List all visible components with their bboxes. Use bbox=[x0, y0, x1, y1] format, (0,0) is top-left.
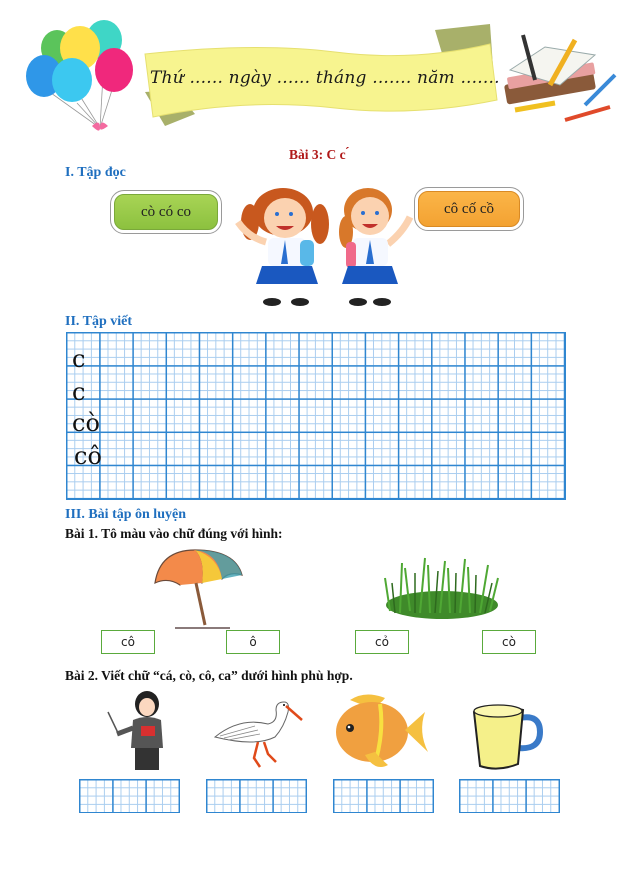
reading-tag-2-text: cô cố cồ bbox=[418, 191, 520, 227]
writing-sample-1: c bbox=[72, 345, 86, 373]
books-pencils-icon bbox=[485, 25, 620, 125]
answer-grid-stork[interactable] bbox=[206, 779, 307, 813]
lesson-title: Bài 3: C c ́ bbox=[289, 147, 349, 162]
writing-sample-3: cò bbox=[72, 409, 100, 437]
exercise-1-title: Bài 1. Tô màu vào chữ đúng với hình: bbox=[65, 526, 283, 541]
answer-grid-mug[interactable] bbox=[459, 779, 560, 813]
grass-icon bbox=[380, 553, 505, 621]
balloons-icon bbox=[22, 18, 140, 148]
reading-tag-2 bbox=[414, 187, 524, 231]
umbrella-icon bbox=[150, 545, 245, 630]
section-exercises-title: III. Bài tập ôn luyện bbox=[65, 507, 186, 522]
answer-grid-teacher[interactable] bbox=[79, 779, 180, 813]
writing-grid[interactable] bbox=[66, 332, 566, 500]
answer-grid-fish[interactable] bbox=[333, 779, 434, 813]
schoolgirls-icon bbox=[228, 182, 418, 310]
writing-sample-2: c bbox=[72, 378, 86, 406]
section-reading-title: I. Tập đọc bbox=[65, 165, 126, 180]
option-co-grave[interactable]: cò bbox=[482, 630, 536, 654]
option-co-hook[interactable]: cỏ bbox=[355, 630, 409, 654]
option-o[interactable]: ô bbox=[226, 630, 280, 654]
writing-sample-4: cô bbox=[74, 442, 102, 470]
reading-tag-1 bbox=[110, 190, 222, 234]
exercise-2-title: Bài 2. Viết chữ “cá, cò, cô, ca” dưới hình phù hợp. bbox=[65, 668, 353, 683]
teacher-icon bbox=[105, 690, 170, 772]
section-writing-title: II. Tập viết bbox=[65, 314, 133, 329]
reading-tag-1-text: cò có co bbox=[114, 194, 218, 230]
fish-icon bbox=[330, 690, 430, 775]
stork-icon bbox=[210, 692, 305, 770]
date-line: Thứ ...... ngày ...... tháng ....... năm ....... bbox=[150, 68, 500, 88]
mug-icon bbox=[468, 692, 550, 774]
option-co-hat[interactable]: cô bbox=[101, 630, 155, 654]
